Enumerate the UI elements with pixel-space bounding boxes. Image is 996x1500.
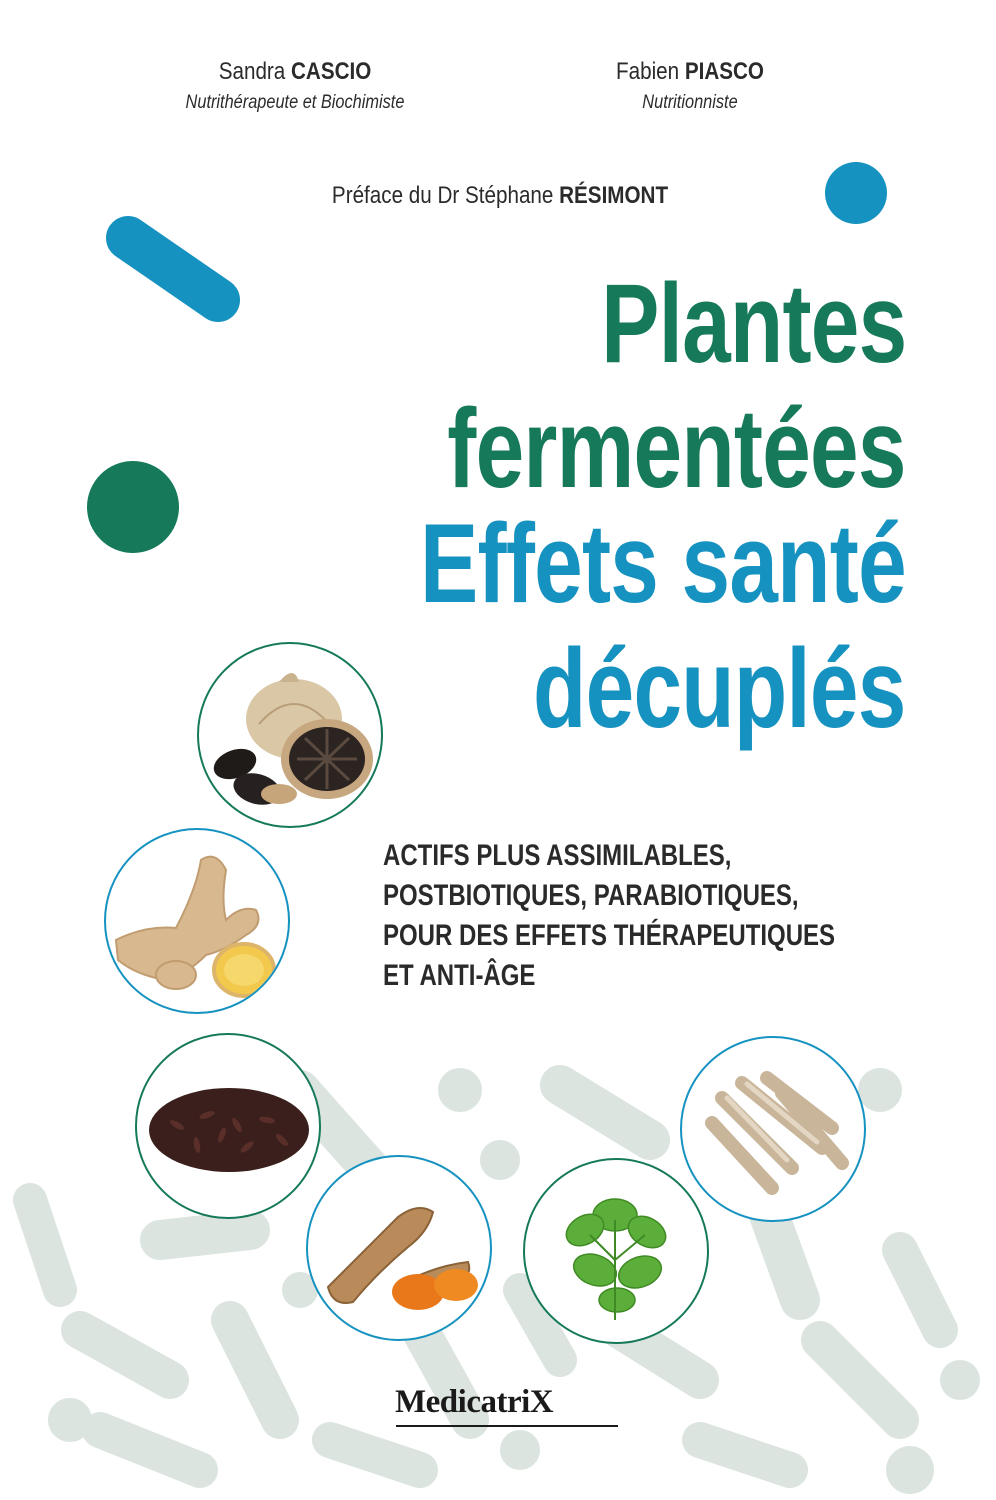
title-line-3: Effets santé bbox=[420, 501, 906, 626]
title-line-2: fermentées bbox=[447, 386, 906, 511]
title-line-4: décuplés bbox=[533, 626, 906, 751]
subtitle-line-2: POSTBIOTIQUES, PARABIOTIQUES, bbox=[383, 879, 799, 912]
author-role: Nutrithérapeute et Biochimiste bbox=[185, 92, 405, 113]
black-garlic-image bbox=[197, 642, 383, 828]
author-name: Fabien PIASCO bbox=[615, 58, 764, 85]
subtitle bbox=[383, 836, 911, 996]
author-fabien-piasco bbox=[570, 58, 810, 114]
title-line-1: Plantes bbox=[600, 261, 906, 386]
author-role: Nutritionniste bbox=[642, 92, 738, 113]
author-name: Sandra CASCIO bbox=[218, 58, 372, 85]
turmeric-image bbox=[306, 1155, 492, 1341]
subtitle-line-4: ET ANTI-ÂGE bbox=[383, 959, 536, 992]
preface-credit: Préface du Dr Stéphane RÉSIMONT bbox=[331, 182, 669, 209]
subtitle-line-1: ACTIFS PLUS ASSIMILABLES, bbox=[383, 839, 732, 872]
publisher-logo: MedicatriX bbox=[395, 1384, 554, 1420]
ashwagandha-roots-image bbox=[680, 1036, 866, 1222]
author-sandra-cascio bbox=[150, 58, 440, 114]
black-rice-image bbox=[135, 1033, 321, 1219]
publisher-logo-underline bbox=[396, 1425, 618, 1427]
subtitle-line-3: POUR DES EFFETS THÉRAPEUTIQUES bbox=[383, 919, 836, 952]
ginger-image bbox=[104, 828, 290, 1014]
